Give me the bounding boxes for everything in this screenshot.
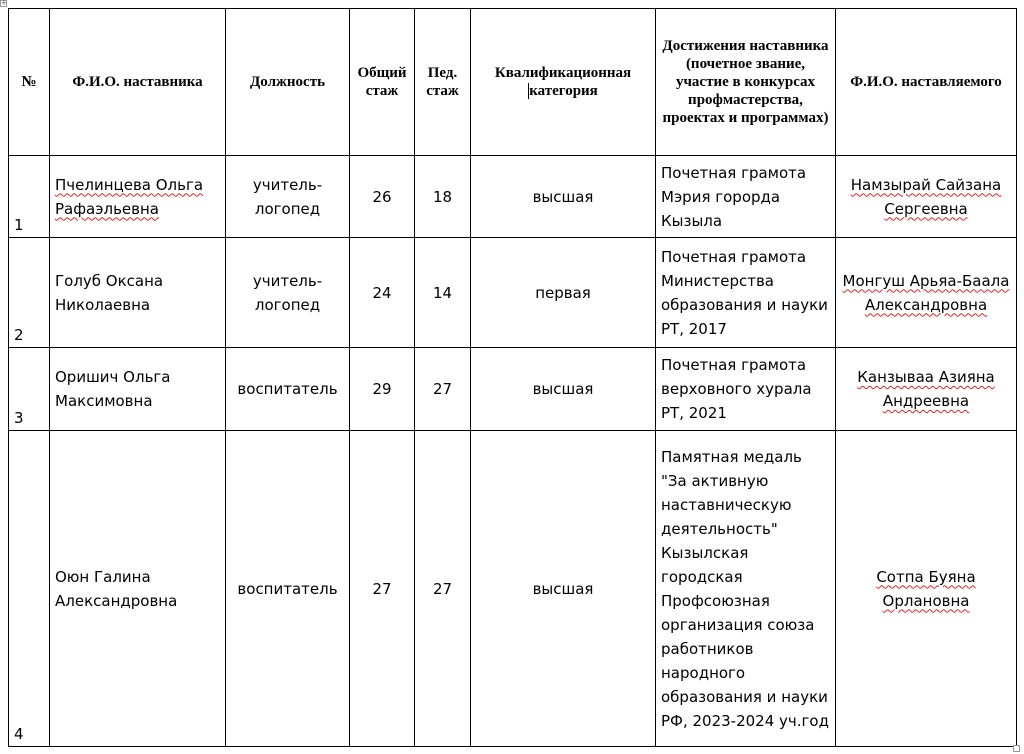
cell-achievements: Почетная грамота Мэрия горорда Кызыла <box>656 156 836 238</box>
cell-mentee-name: Сотпа Буяна Орлановна <box>836 431 1017 747</box>
table-move-handle[interactable]: + <box>1 0 7 7</box>
text-cursor-category: категория <box>529 83 598 99</box>
header-achievements: Достижения наставника (почетное звание, участие в конкурсах профмастерства, проектах и программах) <box>656 9 836 156</box>
header-num: № <box>9 9 50 156</box>
cell-num: 1 <box>9 156 50 238</box>
header-ped-exp: Пед. стаж <box>415 9 471 156</box>
cell-mentor-name: Пчелинцева Ольга Рафаэльевна <box>50 156 226 238</box>
cell-category: первая <box>471 238 656 348</box>
cell-total-exp: 26 <box>350 156 415 238</box>
cell-ped-exp: 18 <box>415 156 471 238</box>
cell-total-exp: 29 <box>350 348 415 431</box>
cell-achievements: Памятная медаль "За активную наставническую деятельность" Кызылская городская Профсоюзная организация союза работников народного образования и науки РФ, 2023-2024 уч.год <box>656 431 836 747</box>
header-total-exp: Общий стаж <box>350 9 415 156</box>
table-row <box>9 156 1017 238</box>
cell-num: 2 <box>9 238 50 348</box>
cell-mentor-name: Оришич Ольга Максимовна <box>50 348 226 431</box>
mentors-table <box>8 8 1017 747</box>
cell-category: высшая <box>471 431 656 747</box>
cell-achievements: Почетная грамота Министерства образования и науки РТ, 2017 <box>656 238 836 348</box>
cell-num: 4 <box>9 431 50 747</box>
cell-ped-exp: 14 <box>415 238 471 348</box>
table-row <box>9 431 1017 747</box>
header-mentor-name: Ф.И.О. наставника <box>50 9 226 156</box>
cell-achievements: Почетная грамота верховного хурала РТ, 2021 <box>656 348 836 431</box>
cell-ped-exp: 27 <box>415 348 471 431</box>
table-resize-handle[interactable] <box>1013 745 1020 752</box>
header-row <box>9 9 1017 156</box>
cell-category: высшая <box>471 156 656 238</box>
table-row <box>9 238 1017 348</box>
cell-position: воспитатель <box>226 348 350 431</box>
table-row <box>9 348 1017 431</box>
header-mentee-name: Ф.И.О. наставляемого <box>836 9 1017 156</box>
cell-num: 3 <box>9 348 50 431</box>
cell-position: учитель-логопед <box>226 238 350 348</box>
cell-mentor-name: Голуб Оксана Николаевна <box>50 238 226 348</box>
cell-mentee-name: Канзываа Азияна Андреевна <box>836 348 1017 431</box>
header-category-line1: Квалификационная <box>494 65 632 81</box>
cell-mentor-name: Оюн Галина Александровна <box>50 431 226 747</box>
cell-total-exp: 27 <box>350 431 415 747</box>
header-position: Должность <box>226 9 350 156</box>
cell-mentee-name: Намзырай Сайзана Сергеевна <box>836 156 1017 238</box>
cell-position: воспитатель <box>226 431 350 747</box>
cell-ped-exp: 27 <box>415 431 471 747</box>
cell-category: высшая <box>471 348 656 431</box>
cell-position: учитель-логопед <box>226 156 350 238</box>
cell-total-exp: 24 <box>350 238 415 348</box>
header-category <box>471 9 656 156</box>
cell-mentee-name: Монгуш Арьяа-Баала Александровна <box>836 238 1017 348</box>
